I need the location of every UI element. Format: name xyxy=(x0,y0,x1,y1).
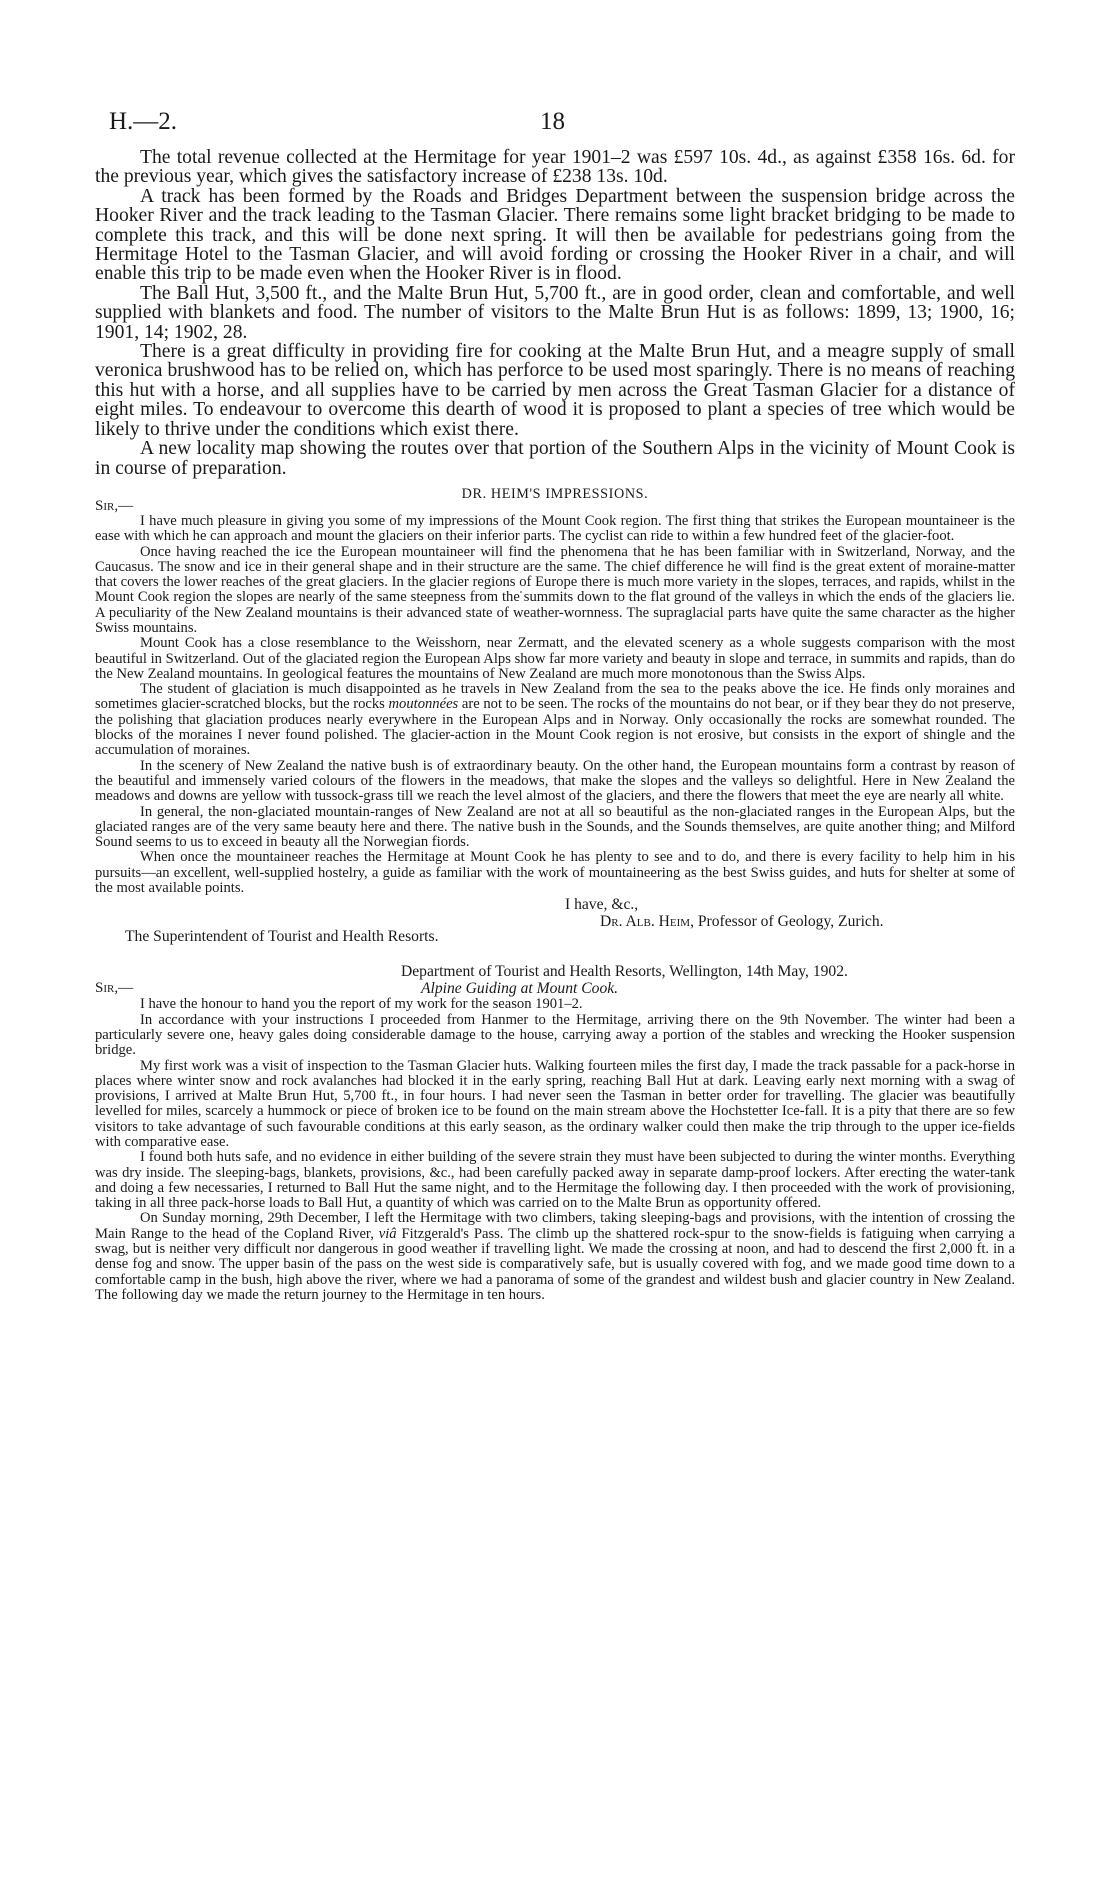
intro-section xyxy=(95,148,1015,478)
heim-signature-name: Dr. Alb. Heim xyxy=(600,913,691,931)
section-title-heim: DR. HEIM'S IMPRESSIONS. xyxy=(461,485,649,502)
paragraph-map: A new locality map showing the routes over that portion of the Southern Alps in the vicinity of Mount Cook is in course of preparation. xyxy=(95,438,1015,479)
heim-signature-title: , Professor of Geology, Zurich. xyxy=(690,913,884,931)
paragraph-fire: There is a great difficulty in providing fire for cooking at the Malte Brun Hut, and a meagre supply of small veronica brushwood has to be relied on, which has perforce to be used most sparingly. There is no means of reaching this hut with a horse, and all supplies have to be carried by men across the Great Tasman Glacier for a distance of eight miles. To endeavour to overcome this dearth of wood it is proposed to plant a species of tree which would be likely to thrive under the conditions which exist there. xyxy=(95,341,1015,440)
guiding-p5-after: Fitzgerald's Pass. The climb up the shattered rock-spur to the snow-fields is fatiguing when carrying a swag, but is neither very difficult nor dangerous in good weather if travelling light. We made the crossing at noon, and had to descend the first 2,000 ft. in a dense fog and snow. The upper basin of the pass on the west side is comparatively safe, but is usually covered with fog, and we made good time down to a comfortable camp in the bush, high above the river, where we had a panorama of some of the grandest and wildest bush and glacier country in New Zealand. The following day we made the return journey to the Hermitage in ten hours. xyxy=(95,1225,1015,1303)
guiding-p5-before: On Sunday morning, 29th December, I left the Hermitage with two climbers, taking sleeping-bags and provisions, with the intention of crossing the Main Range to the head of the Copland River, xyxy=(95,1210,1015,1242)
paragraph-huts: The Ball Hut, 3,500 ft., and the Malte Brun Hut, 5,700 ft., are in good order, clean and comfortable, and well supplied with blankets and food. The number of visitors to the Malte Brun Hut is as follows: 1899, 13; 1900, 16; 1901, 14; 1902, 28. xyxy=(95,282,1015,343)
page-header xyxy=(95,108,1015,148)
dept-line: Department of Tourist and Health Resorts, Wellington, 14th May, 1902. xyxy=(401,963,848,981)
guiding-paragraph-4: I found both huts safe, and no evidence in either building of the severe strain they must have been subjected to during the winter months. Everything was dry inside. The sleeping-bags, blankets, provisions, &c., had been carefully packed away in separate damp-proof lockers. After erecting the water-tank and doing a few necessaries, I returned to Ball Hut the same night, and to the Hermitage the following day. I then proceeded with the work of provisioning, taking in all three pack-horse loads to Ball Hut, a quantity of which was carried on to the Malte Brun as opportunity offered. xyxy=(95,1149,1015,1212)
heim-paragraph-3: Mount Cook has a close resemblance to the Weisshorn, near Zermatt, and the elevated scenery as a whole suggests comparison with the most beautiful in Switzerland. Out of the glaciated region the European Alps show far more variety and beauty in slope and terrace, in summits and rapids, than do the New Zealand mountains. In geological features the mountains of New Zealand are much more monotonous than the Swiss Alps. xyxy=(95,635,1015,682)
heim-addressee: The Superintendent of Tourist and Health Resorts. xyxy=(125,928,439,946)
heim-p4-before: The student of glaciation is much disappointed as he travels in New Zealand from the sea to the peaks above the ice. He finds only moraines and sometimes glacier-scratched blocks, but the rocks xyxy=(95,681,1015,713)
page-number: 18 xyxy=(540,108,565,135)
salutation-guiding: Sir,— xyxy=(95,980,134,997)
guiding-p5-italic: viâ xyxy=(378,1225,397,1242)
guiding-paragraph-1: I have the honour to hand you the report of my work for the season 1901–2. xyxy=(140,996,583,1013)
heim-letter xyxy=(95,514,1015,896)
paragraph-revenue: The total revenue collected at the Hermitage for year 1901–2 was £597 10s. 4d., as against £358 16s. 6d. for the previous year, which gives the satisfactory increase of £238 13s. 10d. xyxy=(95,147,1015,188)
heim-paragraph-6: In general, the non-glaciated mountain-ranges of New Zealand are not at all so beautiful as the non-glaciated ranges in the European Alps, but the glaciated ranges are of the very same beauty here and there. The native bush in the Sounds, and the Sounds themselves, are quite another thing; and Milford Sound seems to us to exceed in beauty all the Norwegian fiords. xyxy=(95,803,1015,851)
heim-paragraph-5: In the scenery of New Zealand the native bush is of extraordinary beauty. On the other hand, the European mountains form a contrast by reason of the beautiful and immensely varied colours of the flowers in the meadows, that make the slopes and the valleys so delightful. Here in New Zealand the meadows and downs are yellow with tussock-grass till we reach the level almost of the glaciers, and there the flowers that meet the eye are nearly all white. xyxy=(95,757,1015,805)
salutation-heim: Sir,— xyxy=(95,497,134,514)
guiding-paragraph-5 xyxy=(95,1211,1015,1303)
heim-paragraph-4 xyxy=(95,682,1015,758)
guiding-paragraph-2: In accordance with your instructions I proceeded from Hanmer to the Hermitage, arriving there on the 9th November. The winter had been a particularly severe one, heavy gales doing considerable damage to the house, carrying away a portion of the stables and wrecking the Hooker suspension bridge. xyxy=(95,1011,1015,1059)
paragraph-track: A track has been formed by the Roads and Bridges Department between the suspension bridge across the Hooker River and the track leading to the Tasman Glacier. There remains some light bracket bridging to be made to complete this track, and this will be done next spring. It will then be available for pedestrians going from the Hermitage Hotel to the Tasman Glacier, and will avoid fording or crossing the Hooker River in a chair, and will enable this trip to be made even when the Hooker River is in flood. xyxy=(95,185,1015,285)
heim-p4-after: are not to be seen. The rocks of the mountains do not bear, or if they bear they do not preserve, the polishing that glaciation produces nearly everywhere in the European Alps and in Norway. Only occasionally the rocks are somewhat rounded. The blocks of the moraines I never found polished. The glacier-action in the Mount Cook region is not erosive, but consists in the export of shingle and the accumulation of moraines. xyxy=(95,696,1016,759)
heim-closing: I have, &c., xyxy=(565,896,639,914)
guiding-report xyxy=(95,997,1015,1303)
document-page xyxy=(95,108,1015,1303)
heim-p4-italic: moutonnées xyxy=(388,696,459,713)
heim-paragraph-7: When once the mountaineer reaches the Hermitage at Mount Cook he has plenty to see and to do, and there is every facility to help him in his pursuits—an excellent, well-supplied hostelry, a guide as familiar with the work of mountaineering as the best Swiss guides, and huts for shelter at some of the most available points. xyxy=(95,849,1015,897)
guiding-subtitle: Alpine Guiding at Mount Cook. xyxy=(421,980,619,998)
guiding-salutation-row xyxy=(95,980,1015,997)
report-code: H.—2. xyxy=(109,108,178,135)
heim-paragraph-2: Once having reached the ice the European mountaineer will find the phenomena that he has been familiar with in Switzerland, Norway, and the Caucasus. The snow and ice in their general shape and in their structure are the same. The chief difference he will find is the great extent of moraine-matter that covers the lower reaches of the great glaciers. In the glacier regions of Europe there is much more variety in the slopes, terraces, and rapids, whilst in the Mount Cook region the slopes are nearly of the same steepness from the summits down to the flat ground of the valleys in which the ends of the glaciers lie. A peculiarity of the New Zealand mountains is their advanced state of weather-wornness. The supraglacial parts have quite the same character as the higher Swiss mountains. xyxy=(95,543,1015,636)
guiding-paragraph-3: My first work was a visit of inspection to the Tasman Glacier huts. Walking fourteen miles the first day, I made the track passable for a pack-horse in places where winter snow and rock avalanches had blocked it in the early spring, reaching Ball Hut at dark. Leaving early next morning with a swag of provisions, I arrived at Malte Brun Hut, 5,700 ft., in four hours. I had never seen the Tasman in better order for travelling. The glacier was beautifully levelled for miles, scarcely a hummock or piece of broken ice to be found on the main stream above the Hochstetter Ice-fall. It is a pity that there are so few visitors to take advantage of such favourable conditions at this early season, as the ordinary walker could then make the trip through to the upper ice-fields with comparative ease. xyxy=(95,1057,1015,1150)
heim-paragraph-1: I have much pleasure in giving you some of my impressions of the Mount Cook region. The first thing that strikes the European mountaineer is the ease with which he can approach and mount the glaciers on their inferior parts. The cyclist can ride to within a few hundred feet of the glacier-foot. xyxy=(95,512,1015,545)
